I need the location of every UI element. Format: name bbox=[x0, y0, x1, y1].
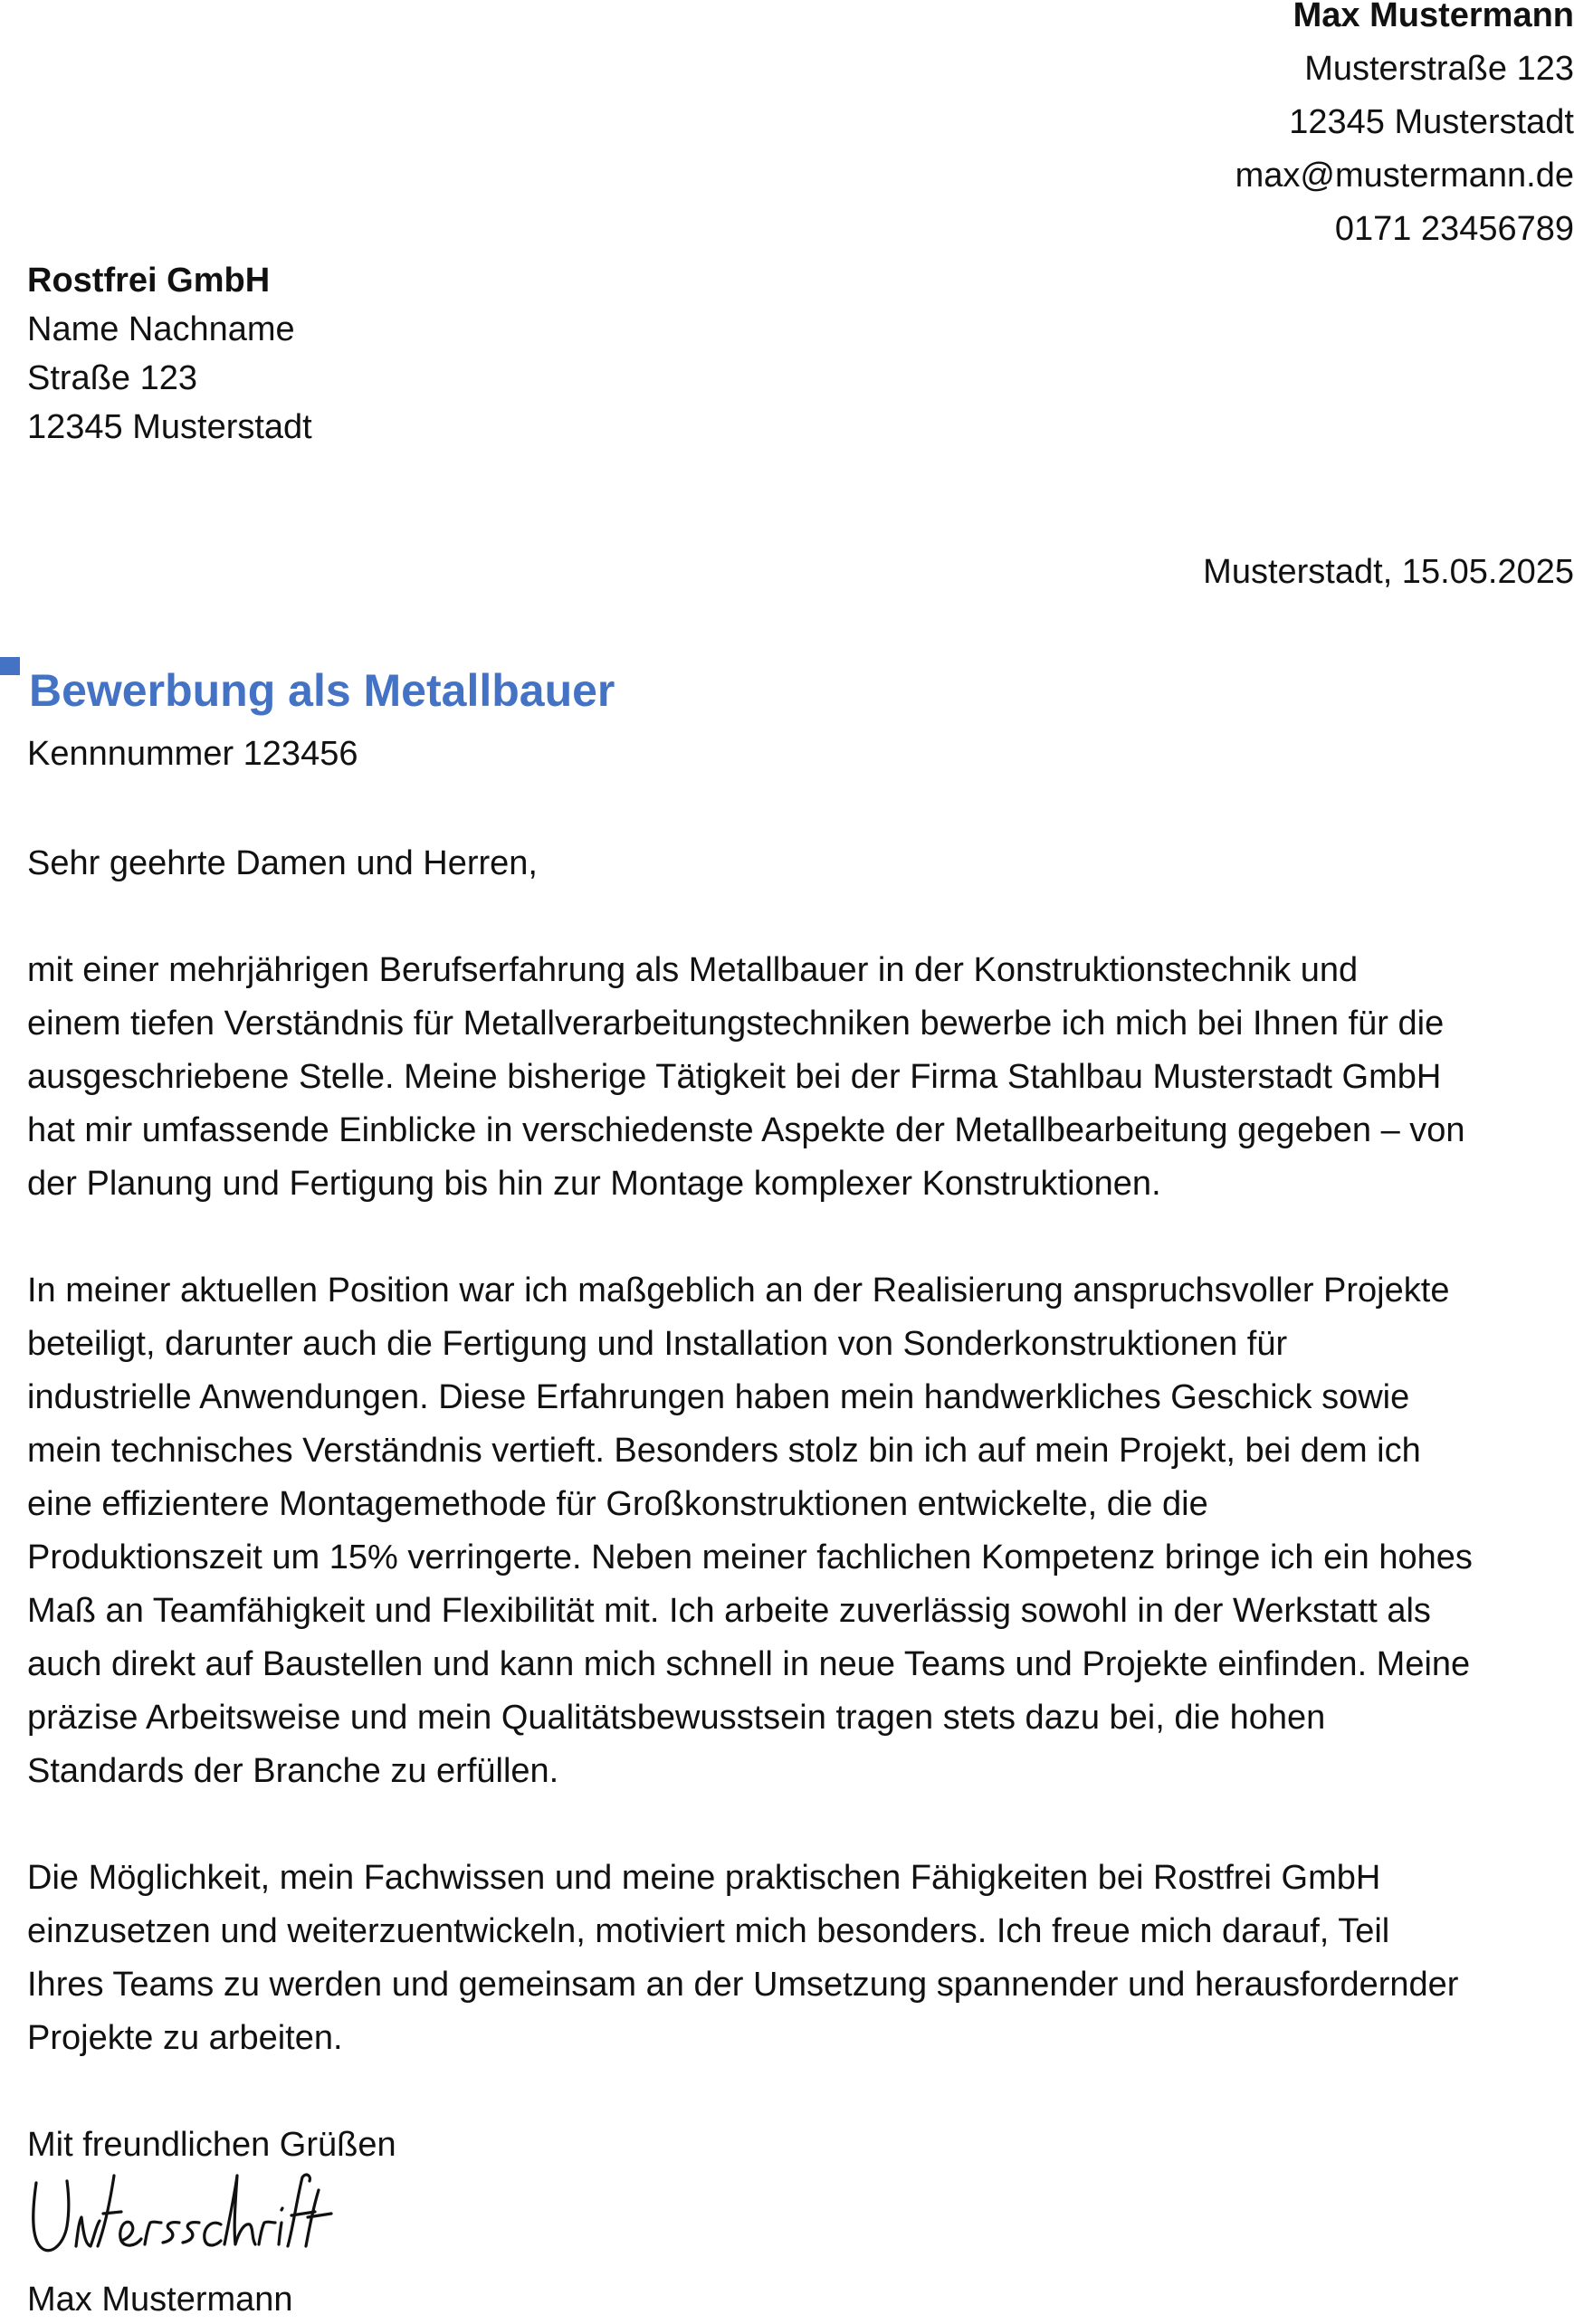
date-line: Musterstadt, 15.05.2025 bbox=[1203, 553, 1574, 591]
sender-email: max@mustermann.de bbox=[1235, 157, 1574, 195]
paragraph-line: ausgeschriebene Stelle. Meine bisherige Tätigkeit bei der Firma Stahlbau Musterstadt GmbH bbox=[27, 1058, 1442, 1096]
sender-name: Max Mustermann bbox=[1293, 0, 1574, 34]
sender-address-block bbox=[759, 0, 1574, 256]
closing-text: Mit freundlichen Grüßen bbox=[27, 2126, 396, 2164]
paragraph-line: präzise Arbeitsweise und mein Qualitätsbewusstsein tragen stets dazu bei, die hohen bbox=[27, 1699, 1326, 1737]
letter-body bbox=[27, 837, 1574, 2225]
paragraph-line: Maß an Teamfähigkeit und Flexibilität mit. Ich arbeite zuverlässig sowohl in der Werkstatt als bbox=[27, 1592, 1431, 1630]
recipient-city: 12345 Musterstadt bbox=[27, 408, 312, 446]
paragraph-line: mit einer mehrjährigen Berufserfahrung als Metallbauer in der Konstruktionstechnik und bbox=[27, 951, 1359, 989]
paragraph-line: Projekte zu arbeiten. bbox=[27, 2019, 343, 2057]
subject-title: Bewerbung als Metallbauer bbox=[29, 665, 615, 716]
handwritten-signature bbox=[27, 2163, 335, 2272]
paragraph-line: einzusetzen und weiterzuentwickeln, motiviert mich besonders. Ich freue mich darauf, Teil bbox=[27, 1912, 1390, 1950]
paragraph-line: In meiner aktuellen Position war ich maßgeblich an der Realisierung anspruchsvoller Projekte bbox=[27, 1272, 1450, 1310]
paragraph-1 bbox=[27, 944, 1574, 1211]
paragraph-line: industrielle Anwendungen. Diese Erfahrungen haben mein handwerkliches Geschick sowie bbox=[27, 1378, 1410, 1416]
paragraph-line: auch direkt auf Baustellen und kann mich schnell in neue Teams und Projekte einfinden. Meine bbox=[27, 1645, 1471, 1683]
sender-street: Musterstraße 123 bbox=[1304, 50, 1574, 88]
paragraph-line: einem tiefen Verständnis für Metallverarbeitungstechniken bewerbe ich mich bei Ihnen für die bbox=[27, 1005, 1445, 1043]
recipient-contact: Name Nachname bbox=[27, 310, 295, 348]
salutation-text: Sehr geehrte Damen und Herren, bbox=[27, 844, 538, 882]
heading-marker bbox=[0, 657, 20, 675]
paragraph-line: hat mir umfassende Einblicke in verschiedenste Aspekte der Metallbearbeitung gegeben – von bbox=[27, 1111, 1465, 1149]
sender-phone: 0171 23456789 bbox=[1334, 210, 1574, 248]
recipient-company: Rostfrei GmbH bbox=[27, 262, 271, 300]
paragraph-line: Die Möglichkeit, mein Fachwissen und meine praktischen Fähigkeiten bei Rostfrei GmbH bbox=[27, 1859, 1381, 1897]
paragraph-line: beteiligt, darunter auch die Fertigung und Installation von Sonderkonstruktionen für bbox=[27, 1325, 1288, 1363]
paragraph-line: Standards der Branche zu erfüllen. bbox=[27, 1752, 559, 1790]
reference-number: Kennnummer 123456 bbox=[27, 735, 358, 773]
signer-name: Max Mustermann bbox=[27, 2281, 293, 2319]
paragraph-line: der Planung und Fertigung bis hin zur Montage komplexer Konstruktionen. bbox=[27, 1165, 1161, 1203]
paragraph-line: mein technisches Verständnis vertieft. Besonders stolz bin ich auf mein Projekt, bei dem ich bbox=[27, 1432, 1421, 1470]
recipient-address-block bbox=[27, 256, 312, 452]
paragraph-line: Ihres Teams zu werden und gemeinsam an der Umsetzung spannender und herausfordernder bbox=[27, 1966, 1459, 2004]
paragraph-line: eine effizientere Montagemethode für Großkonstruktionen entwickelte, die die bbox=[27, 1485, 1208, 1523]
sender-city: 12345 Musterstadt bbox=[1289, 103, 1574, 141]
paragraph-line: Produktionszeit um 15% verringerte. Neben meiner fachlichen Kompetenz bringe ich ein hohes bbox=[27, 1538, 1473, 1576]
recipient-street: Straße 123 bbox=[27, 359, 197, 397]
paragraph-3 bbox=[27, 1852, 1574, 2065]
salutation bbox=[27, 837, 1574, 891]
paragraph-2 bbox=[27, 1264, 1574, 1798]
